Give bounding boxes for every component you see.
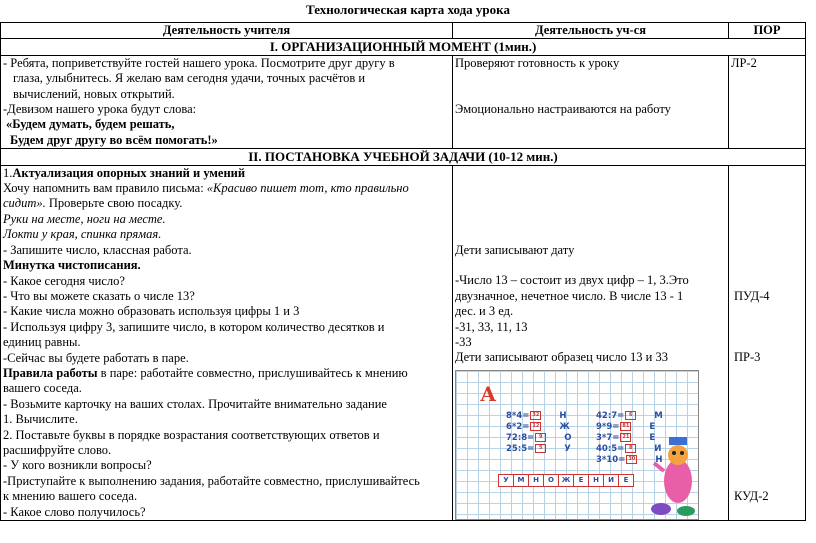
task-card-image xyxy=(455,370,699,520)
card-equation: 25:5= 5 У xyxy=(506,443,571,454)
text-line: вычислений, новых открытий. xyxy=(13,86,175,101)
answer-strip xyxy=(498,474,633,487)
text-line: -Приступайте к выполнению задания, работайте совместно, прислушивайтесь xyxy=(3,473,420,488)
card-equation: 3*7= 21 Е xyxy=(596,432,656,443)
text-span: Актуализация опорных знаний и умений xyxy=(12,165,246,180)
text-line: - Используя цифру 3, запишите число, в котором количество десятков и xyxy=(3,319,385,334)
card-equation: 8*4= 32 Н xyxy=(506,410,567,421)
card-equation: 40:5= 8 И xyxy=(596,443,662,454)
text-span: в паре: работайте совместно, прислушивайтесь к мнению xyxy=(97,365,408,380)
text-line: глаза, улыбнитесь. Я желаю вам сегодня удачи, точных расчётов и xyxy=(13,71,366,86)
motto-line: «Будем думать, будем решать, xyxy=(6,117,175,132)
text-line: -Девизом нашего урока будут слова: xyxy=(3,102,197,117)
answer-letter: М xyxy=(513,474,529,487)
text-line: дес. и 3 ед. xyxy=(455,304,514,319)
text-line: 2. Поставьте буквы в порядке возрастания соответствующих ответов и xyxy=(3,427,380,442)
text-line: вашего соседа. xyxy=(3,381,82,396)
section2-teacher xyxy=(1,165,453,520)
text-line: - Какое слово получилось? xyxy=(3,504,146,519)
section2-title: II. ПОСТАНОВКА УЧЕБНОЙ ЗАДАЧИ (10-12 мин.) xyxy=(1,149,806,165)
text-span: Руки на месте, ноги на месте. xyxy=(3,211,166,226)
por-code: ЛР-2 xyxy=(731,55,757,70)
card-equation: 9*9= 81 Е xyxy=(596,421,656,432)
text-span: Проверьте свою посадку. xyxy=(45,196,183,211)
section2-row xyxy=(1,165,806,520)
answer-letter: Е xyxy=(618,474,634,487)
header-teacher: Деятельность учителя xyxy=(1,23,453,39)
text-span: Хочу напомнить вам правило письма: xyxy=(3,181,207,196)
text-line: Эмоционально настраиваются на работу xyxy=(455,102,671,116)
text-span: 1. xyxy=(3,165,13,180)
header-students: Деятельность уч-ся xyxy=(453,23,729,39)
text-line: - Запишите число, классная работа. xyxy=(3,242,192,257)
card-decoration xyxy=(456,371,698,519)
section1-por xyxy=(729,55,806,148)
text-line: к мнению вашего соседа. xyxy=(3,489,138,504)
answer-letter: Е xyxy=(573,474,589,487)
por-code: ПР-3 xyxy=(734,350,761,365)
card-equation: 72:8= 9 О xyxy=(506,432,572,443)
text-line xyxy=(3,196,450,211)
section1-teacher xyxy=(1,55,453,148)
text-line: 1. Вычислите. xyxy=(3,412,78,427)
section1-row xyxy=(1,55,806,148)
text-line xyxy=(3,166,450,181)
text-line: Проверяют готовность к уроку xyxy=(455,55,620,70)
answer-letter: Н xyxy=(588,474,604,487)
text-line: - Что вы можете сказать о числе 13? xyxy=(3,288,195,303)
card-equation: 3*10= 30 Н xyxy=(596,454,663,465)
text-line xyxy=(3,181,450,196)
header-row xyxy=(1,23,806,39)
answer-letter: У xyxy=(498,474,514,487)
text-line xyxy=(3,212,450,227)
answer-letter: О xyxy=(543,474,559,487)
text-span: Локти у края, спинка прямая. xyxy=(3,227,162,242)
text-line: -31, 33, 11, 13 xyxy=(455,319,528,334)
header-por: ПОР xyxy=(729,23,806,39)
text-line: Дети записывают дату xyxy=(455,242,575,257)
card-equation: 6*2= 12 Ж xyxy=(506,421,570,432)
section2-por xyxy=(729,165,806,520)
text-line: двузначное, нечетное число. В числе 13 - 1 xyxy=(455,288,684,303)
text-line: -Сейчас вы будете работать в паре. xyxy=(3,350,189,365)
text-line: расшифруйте слово. xyxy=(3,442,112,457)
text-line: -Число 13 – состоит из двух цифр – 1, 3.Это xyxy=(455,273,689,288)
text-span: Правила работы xyxy=(3,365,98,380)
section1-students xyxy=(453,55,729,148)
text-line: - Возьмите карточку на ваших столах. Прочитайте внимательно задание xyxy=(3,396,387,411)
text-span: сидит». xyxy=(3,196,46,211)
text-line xyxy=(3,227,450,242)
text-line: Дети записывают образец число 13 и 33 xyxy=(455,350,668,365)
text-line: -33 xyxy=(455,335,472,350)
card-equation: 42:7= 6 М xyxy=(596,410,663,421)
answer-letter: И xyxy=(603,474,619,487)
answer-letter: Н xyxy=(528,474,544,487)
page-title: Технологическая карта хода урока xyxy=(306,2,510,17)
por-code: ПУД-4 xyxy=(734,288,770,303)
section2-students xyxy=(453,165,729,520)
text-line: - Какое сегодня число? xyxy=(3,273,125,288)
text-line: Минутка чистописания. xyxy=(3,258,141,273)
text-line: - Какие числа можно образовать используя цифры 1 и 3 xyxy=(3,304,300,319)
por-code: КУД-2 xyxy=(734,488,769,503)
text-span: «Красиво пишет тот, кто правильно xyxy=(206,181,409,196)
motto-line: Будем друг другу во всём помогать!» xyxy=(10,132,218,147)
lesson-plan-table xyxy=(0,22,806,521)
text-line xyxy=(3,366,450,381)
text-line: единиц равны. xyxy=(3,335,81,350)
answer-letter: Ж xyxy=(558,474,574,487)
text-line: - У кого возникли вопросы? xyxy=(3,458,152,473)
card-big-letter: А xyxy=(480,381,497,406)
text-line: - Ребята, поприветствуйте гостей нашего урока. Посмотрите друг другу в xyxy=(3,55,395,70)
section1-title: I. ОРГАНИЗАЦИОННЫЙ МОМЕНТ (1мин.) xyxy=(1,39,806,55)
